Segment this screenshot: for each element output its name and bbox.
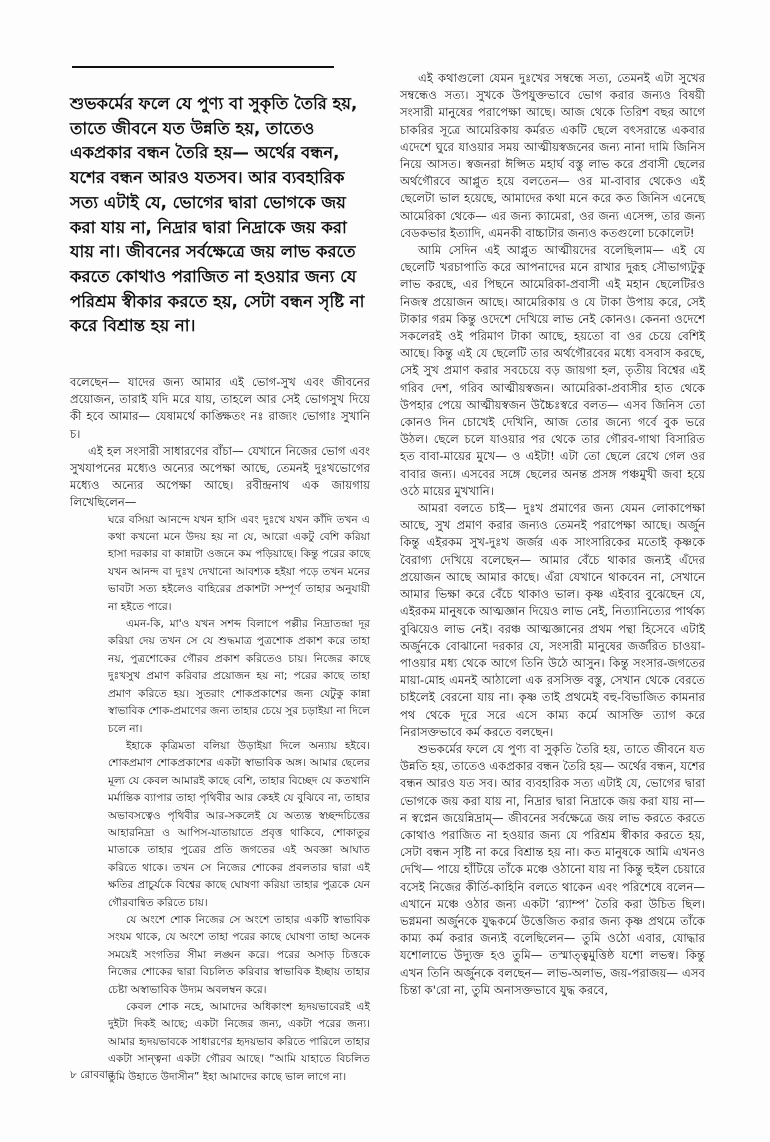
- pull-quote-text: শুভকর্মের ফলে যে পুণ্য বা সুকৃতি তৈরি হয়, তাতে জীবনে যত উন্নতি হয়, তাতেও একপ্রকার বন্ধন তৈরি হয়— অর্থের বন্ধন, যশের বন্ধন আরও যতসব। আর ব্যবহারিক সত্য এটাই যে, ভোগের দ্বারা ভোগকে জয় করা যায় না, নিদ্রার দ্বারা নিদ্রাকে জয় করা যায় না। জীবনের সর্বক্ষেত্রে জয় লাভ করতে করতে কোথাও পরাজিত না হওয়ার জন্য যে পরিশ্রম স্বীকার করতে হয়, সেটা বন্ধন সৃষ্টি না করে বিশ্রান্ত হয় না।: [70, 94, 365, 336]
- left-column: [70, 374, 370, 1086]
- body-paragraph: বলেছেন— যাদের জন্য আমার এই ভোগ-সুখ এবং জীবনের প্রয়োজন, তারাই যদি মরে যায়, তাহলে আর সেই ভোগসুখ দিয়ে কী হবে আমার— যেষামর্থে কাঙ্ক্ষিতং নঃ রাজ্যং ভোগাঃ সুখানি চ।: [70, 375, 370, 441]
- pull-quote-rule: [72, 66, 334, 68]
- body-paragraph: আমরা বলতে চাই— দুঃখ প্রমাণের জন্য যেমন লোকাপেক্ষা আছে, সুখ প্রমাণ করার জন্যও তেমনই পরাপেক্ষা আছে। অর্জুন কিন্তু এইরকম সুখ-দুঃখ জর্জর এক সাংসারিকের মতোই কৃষ্ণকে বৈরাগ্য দেখিয়ে বলেছেন— আমার বেঁচে থাকার জন্যই এঁদের প্রয়োজন আছে আমার কাছে। এঁরা যেখানে থাকবেন না, সেখানে আমার ভিক্ষা করে বেঁচে থাকাও ভাল। কৃষ্ণ এইবার বুঝেছেন যে, এইরকম মানুষকে আত্মজ্ঞান দিয়েও লাভ নেই, নিত্যানিত্যের পার্থক্য বুঝিয়েও লাভ নেই। বরঞ্চ আত্মজ্ঞানের প্রথম পন্থা হিসেবে এটাই অর্জুনকে বোঝানো দরকার যে, সংসারী মানুষের জর্জরিত চাওয়া-পাওয়ার মধ্য থেকে আগে তিনি উঠে আসুন। কিন্তু সংসার-জগতের মায়া-মোহ এমনই আঠালো এক রসসিক্ত বস্তু, সেখান থেকে বেরতে চাইলেই বেরনো যায় না। কৃষ্ণ তাই প্রথমেই বহু-বিভাজিত কামনার পথ থেকে দূরে সরে এসে কাম্য কর্মে আসক্তি ত্যাগ করে নিরাসক্তভাবে কর্ম করতে বলছেন।: [400, 501, 705, 739]
- page-folio: ৮ রোববার: [70, 1069, 114, 1081]
- right-column: [400, 70, 705, 999]
- body-paragraph: আমি সেদিন এই আপ্লুত আত্মীয়দের বলেছিলাম— এই যে ছেলেটি খরচাপাতি করে আপনাদের মনে রাখার দুরূহ সৌভাগ্যটুকু লাভ করছে, এর পিছনে আমেরিকা-প্রবাসী এই মহান ছেলেটিরও নিজস্ব প্রয়োজন আছে। আমেরিকায় ও যে টাকা উপায় করে, সেই টাকার গরম কিন্তু ওদেশে দেখিয়ে লাভ নেই কোনও। কেননা ওদেশে সকলেরই ওই পরিমাণ টাকা আছে, হয়তো বা ওর চেয়ে বেশিই আছে। কিন্তু এই যে ছেলেটি তার অর্থগৌরবের মধ্যে বসবাস করছে, সেই সুখ প্রমাণ করার সবচেয়ে বড় জায়গা হল, তৃতীয় বিশ্বের এই গরিব দেশ, গরিব আত্মীয়স্বজন। আমেরিকা-প্রবাসীর হাত থেকে উপহার পেয়ে আত্মীয়স্বজন উচ্চৈঃস্বরে বলত— এসব জিনিস তো কোনও দিন চোখেই দেখিনি, আজ তোর জন্যে গর্বে বুক ভরে উঠল। ছেলে চলে যাওয়ার পর থেকে তার গৌরব-গাথা বিসারিত হত বাবা-মায়ের মুখে— ও এইটা! এটা তো ছেলে রেখে গেল ওর বাবার জন্য। এসবের সঙ্গে ছেলের অনন্ত প্রসঙ্গ পঞ্চমুখী জবা হয়ে ওঠে মায়ের মুখখানি।: [400, 243, 705, 498]
- block-quote: ইহাকে কৃত্রিমতা বলিয়া উড়াইয়া দিলে অন্যায় হইবে। শোকপ্রমাণ শোকপ্রকাশের একটা স্বাভাবিক অঙ্গ। আমার ছেলের মূল্য যে কেবল আমারই কাছে বেশি, তাহার বিচ্ছেদ যে কতখানি মর্মান্তিক ব্যাপার তাহা পৃথিবীর আর কেহই যে বুঝিবে না, তাহার অভাবসত্বেও পৃথিবীর আর-সকলেই যে অত্যন্ত স্বচ্ছন্দচিত্তের আহারনিদ্রা ও আপিস-যাতায়াতে প্রবৃত্ত থাকিবে, শোকাতুর মাতাকে তাহার পুত্রের প্রতি জগতের এই অবজ্ঞা আঘাত করিতে থাকে। তখন সে নিজের শোকের প্রবলতার দ্বারা এই ক্ষতির প্রাচুর্যকে বিশ্বের কাছে ঘোষণা করিয়া তাহার পুত্রকে যেন গৌরবান্বিত করিতে চায়।: [108, 739, 370, 909]
- block-quote: এমন-কি, মা'ও যখন সশব্দ বিলাপে পল্লীর নিদ্রাতন্দ্রা দূর করিয়া দেয় তখন সে যে শুদ্ধমাত্র পুত্রশোক প্রকাশ করে তাহা নয়, পুত্রশোকের গৌরব প্রকাশ করিতেও চায়। নিজের কাছে দুঃখসুখ প্রমাণ করিবার প্রয়োজন হয় না; পরের কাছে তাহা প্রমাণ করিতে হয়। সুতরাং শোকপ্রকাশের জন্য যেটুকু কান্না স্বাভাবিক শোক-প্রমাণের জন্য তাহার চেয়ে সুর চড়াইয়া না দিলে চলে না।: [108, 618, 370, 735]
- body-paragraph: এই কথাগুলো যেমন দুঃখের সম্বন্ধে সত্য, তেমনই এটা সুখের সম্বন্ধেও সত্য। সুখকে উপযুক্তভাবে ভোগ করার জন্যও বিষয়ী সংসারী মানুষের পরাপেক্ষা আছে। আজ থেকে তিরিশ বছর আগে চাকরির সূত্রে আমেরিকায় কর্মরত একটি ছেলে বৎসরান্তে একবার এদেশে ঘুরে যাওয়ার সময় আত্মীয়স্বজনের জন্য নানা দামি জিনিস নিয়ে আসত। স্বজনরা ঈপ্সিত মহার্ঘ বস্তু লাভ করে প্রবাসী ছেলের অর্থগৌরবে আপ্লুত হয়ে বলতেন— ওর মা-বাবার থেকেও এই ছেলেটা ভাল হয়েছে, আমাদের কথা মনে করে কত জিনিস এনেছে আমেরিকা থেকে— এর জন্য ক্যামেরা, ওর জন্য এসেন্স, তার জন্য বেডকভার ইত্যাদি, এমনকী বাচ্চাটার জন্যও কতগুলো চকোলেট!: [400, 71, 705, 240]
- block-quote: যে অংশে শোক নিজের সে অংশে তাহার একটি স্বাভাবিক সংযম থাকে, যে অংশে তাহা পরের কাছে ঘোষণা তাহা অনেক সময়েই সংগতির সীমা লঙ্ঘন করে। পরের অসাড় চিত্তকে নিজের শোকের দ্বারা বিচলিত করিবার স্বাভাবিক ইচ্ছায় তাহার চেষ্টা অস্বাভাবিক উদ্যম অবলম্বন করে।: [108, 913, 370, 996]
- block-quote: কেবল শোক নহে, আমাদের অধিকাংশ হৃদয়ভাবেরই এই দুইটা দিকই আছে; একটা নিজের জন্য, একটা পরের জন্য। আমার হৃদয়ভাবকে সাধারণের হৃদয়ভাব করিতে পারিলে তাহার একটা সান্ত্বনা একটা গৌরব আছে। “আমি যাহাতে বিচলিত তুমি উহাতে উদাসীন” ইহা আমাদের কাছে ভাল লাগে না।: [108, 1001, 370, 1083]
- block-quote: ঘরে বসিয়া আনন্দে যখন হাসি এবং দুঃখে যখন কাঁদি তখন এ কথা কখনো মনে উদয় হয় না যে, আরো একটু বেশি করিয়া হাসা দরকার বা কান্নাটা ওজনে কম পড়িয়াছে। কিন্তু পরের কাছে যখন আনন্দ বা দুঃখ দেখানো আবশ্যক হইয়া পড়ে তখন মনের ভাবটা সত্য হইলেও বাহিরের প্রকাশটা সম্পূর্ণ তাহার অনুযায়ী না হইতে পারে।: [108, 513, 370, 613]
- body-paragraph: এই হল সংসারী সাধারণের বাঁচা— যেখানে নিজের ভোগ এবং সুখযাপনের মধ্যেও অন্যের অপেক্ষা আছে, তেমনই দুঃখভোগের মধ্যেও অন্যের অপেক্ষা আছে। রবীন্দ্রনাথ এক জায়গায় লিখেছিলেন—: [70, 443, 370, 510]
- body-paragraph: শুভকর্মের ফলে যে পুণ্য বা সুকৃতি তৈরি হয়, তাতে জীবনে যত উন্নতি হয়, তাতেও একপ্রকার বন্ধন তৈরি হয়— অর্থের বন্ধন, যশের বন্ধন আরও যত সব। আর ব্যবহারিক সত্য এটাই যে, ভোগের দ্বারা ভোগকে জয় করা যায় না, নিদ্রার দ্বারা নিদ্রাকে জয় করা যায় না— ন স্বপ্নেন জয়েন্নিদ্রাম্— জীবনের সর্বক্ষেত্রে জয় লাভ করতে করতে কোথাও পরাজিত না হওয়ার জন্য যে পরিশ্রম স্বীকার করতে হয়, সেটা বন্ধন সৃষ্টি না করে বিশ্রান্ত হয় না। কত মানুষকে আমি এখনও দেখি— পায়ে হাঁটিয়ে তাঁকে মঞ্চে ওঠানো যায় না কিন্তু হুইল চেয়ারে বসেই নিজের কীর্তি-কাহিনি বলতে থাকেন এবং পরিশেষে বলেন— এখানে মঞ্চে ওঠার জন্য একটা ‘র‍্যাম্প’ তৈরি করা উচিত ছিল। ভগ্নমনা অর্জুনকে যুদ্ধকর্মে উত্তেজিত করার জন্য কৃষ্ণ প্রথমে তাঁকে কাম্য কর্ম করার জন্যই বলেছিলেন— তুমি ওঠো এবার, যোদ্ধার যশোলাভে উদ্যুক্ত হও তুমি— তস্মাত্ত্বমুত্তিষ্ঠ যশো লভস্ব। কিন্তু এখন তিনি অর্জুনকে বলছেন— লাভ-অলাভ, জয়-পরাজয়— এসব চিন্তা ক'রো না, তুমি অনাসক্তভাবে যুদ্ধ করবে,: [400, 741, 705, 997]
- pull-quote: [70, 92, 370, 339]
